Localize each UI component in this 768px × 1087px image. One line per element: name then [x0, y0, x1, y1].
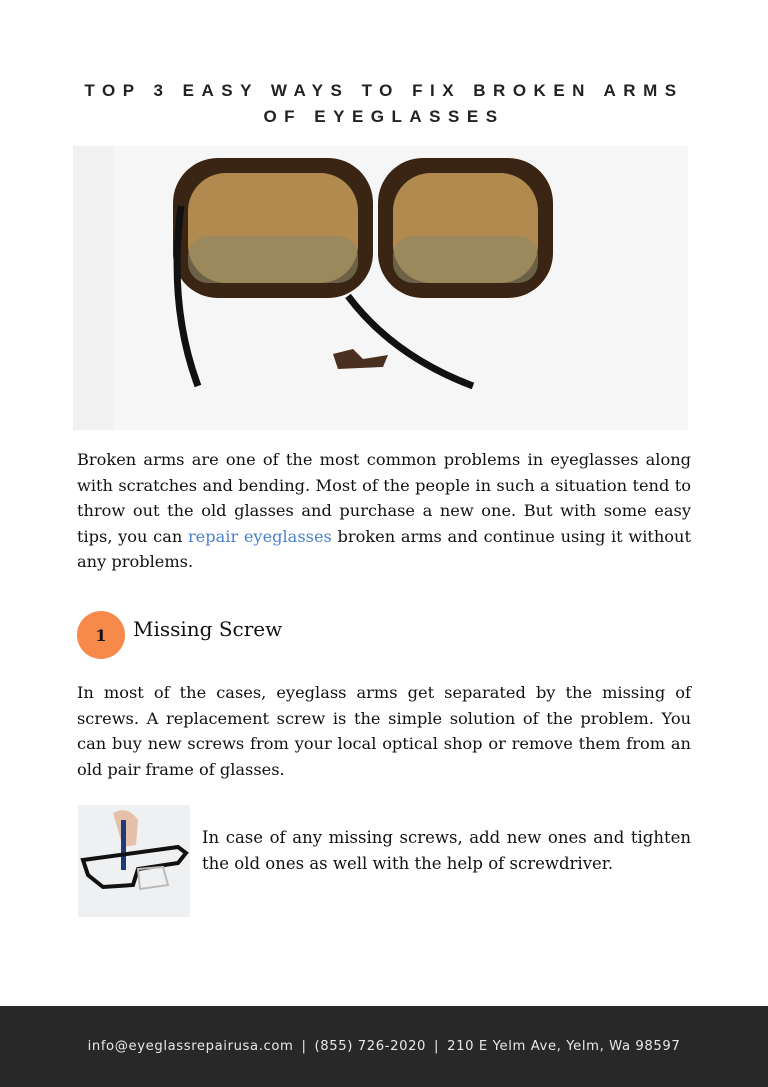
footer [0, 1006, 768, 1087]
intro-text: Broken arms are one of the most common problems in eyeglasses along with scratches and bending. Most of the people in such a situation tend to throw out the old glasses and purchase a new one. But with some easy tips, you can [77, 450, 691, 546]
footer-phone[interactable]: (855) 726-2020 [314, 1039, 427, 1054]
footer-separator: | [434, 1039, 440, 1054]
tip-paragraph: In case of any missing screws, add new ones and tighten the old ones as well with the help of screwdriver. [202, 828, 691, 873]
screwdriver-photo [78, 805, 190, 917]
repair-eyeglasses-link[interactable]: repair eyeglasses [187, 526, 332, 546]
broken-eyeglasses-photo [73, 146, 688, 430]
footer-address: 210 E Yelm Ave, Yelm, Wa 98597 [447, 1039, 681, 1054]
footer-separator: | [301, 1039, 307, 1054]
page-title: TOP 3 EASY WAYS TO FIX BROKEN ARMS OF EYEGLASSES [84, 81, 684, 126]
step-number-badge: 1 [77, 611, 125, 659]
section-body: In most of the cases, eyeglass arms get separated by the missing of screws. A replacement screw is the simple solution of the problem. You can buy new screws from your local optical shop or remove them from an old pair frame of glasses. [77, 683, 691, 779]
section-heading: Missing Screw [133, 617, 283, 641]
intro-paragraph [77, 447, 691, 575]
footer-email[interactable]: info@eyeglassrepairusa.com [87, 1039, 294, 1054]
intro-text-end: broken arms and continue using it without any problems. [77, 526, 691, 571]
